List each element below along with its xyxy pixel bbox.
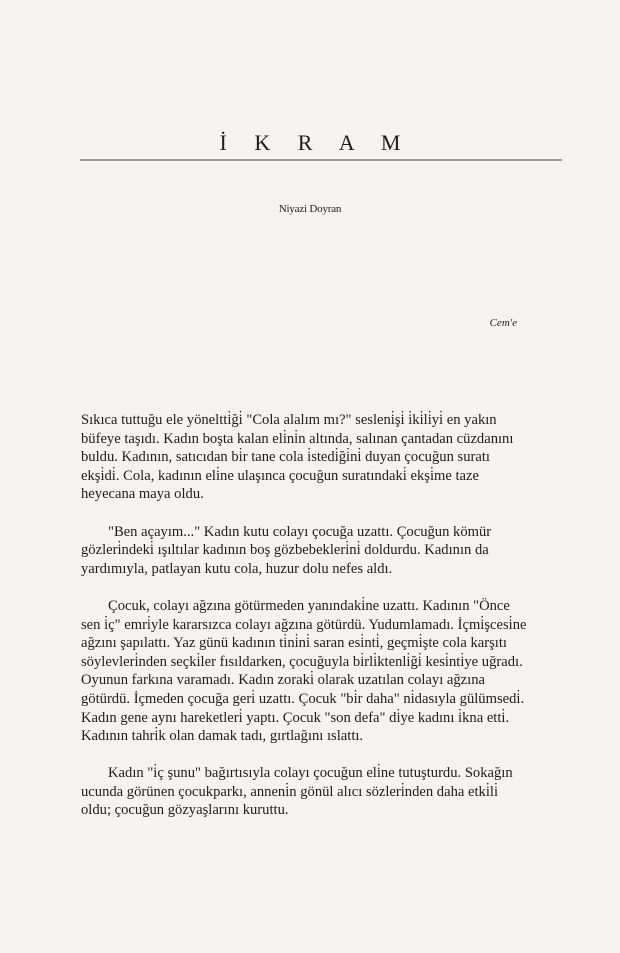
text-line: söylevleri̇nden seçki̇ler fısıldarken, çocuğuyla bi̇rli̇ktenli̇ği̇ kesi̇nti̇ye uğradı. — [81, 653, 523, 670]
author-name: Niyazi Doyran — [278, 203, 342, 215]
text-line: Kadın gene aynı hareketleri̇ yaptı. Çocuk "son defa" di̇ye kadını i̇kna etti̇. — [81, 709, 510, 726]
text-line: ucunda görünen çocukparkı, anneni̇n gönül alıcı sözleri̇nden daha etki̇li̇ — [81, 783, 498, 800]
paragraph — [81, 597, 563, 746]
story-title: İ K R A M — [219, 130, 401, 155]
text-line: ekşi̇di̇. Cola, kadının eli̇ne ulaşınca çocuğun suratındaki̇ ekşi̇me taze — [81, 467, 479, 484]
text-line: Çocuk, colayı ağzına götürmeden yanındaki̇ne uzattı. Kadının "Önce — [108, 597, 510, 614]
paragraph — [81, 523, 563, 579]
text-line: Oyunun farkına varamadı. Kadın zoraki̇ olarak uzatılan colayı ağzına — [81, 672, 485, 689]
text-line: gözleri̇ndeki̇ ışıltılar kadının boş gözbebekleri̇ni̇ doldurdu. Kadının da — [81, 542, 489, 559]
text-line: ağzını şapılattı. Yaz günü kadının ti̇ni̇ni̇ saran esi̇nti̇, geçmi̇şte cola karşıtı — [81, 635, 507, 652]
title-underline — [80, 159, 562, 161]
text-line: Sıkıca tuttuğu ele yöneltti̇ği̇ "Cola alalım mı?" sesleni̇şi̇ i̇ki̇li̇yi̇ en yakın — [81, 412, 497, 428]
text-line: heyecana maya oldu. — [81, 486, 204, 503]
text-line: büfeye taşıdı. Kadın boşta kalan eli̇ni̇n altında, salınan çantadan cüzdanını — [81, 430, 514, 447]
text-line: Kadının tahri̇k olan damak tadı, gırtlağını ıslattı. — [81, 728, 364, 745]
text-line: buldu. Kadının, satıcıdan bi̇r tane cola i̇stedi̇ği̇ni̇ duyan çocuğun suratı — [81, 449, 490, 466]
text-line: oldu; çocuğun gözyaşlarını kuruttu. — [81, 802, 289, 819]
text-line: yardımıyla, patlayan kutu cola, huzur dolu nefes aldı. — [81, 560, 393, 577]
text-line: "Ben açayım..." Kadın kutu colayı çocuğa uzattı. Çocuğun kömür — [108, 523, 492, 540]
paragraph — [81, 764, 563, 820]
text-line: sen i̇ç" emri̇yle kararsızca colayı ağzına götürdü. Yudumlamadı. İçmi̇şcesi̇ne — [81, 616, 527, 633]
dedication: Cem'e — [489, 317, 517, 329]
paragraph — [81, 411, 563, 504]
story-body — [81, 411, 563, 839]
text-line: götürdü. İçmeden çocuğa geri̇ uzattı. Çocuk "bi̇r daha" ni̇dasıyla gülümsedi̇. — [81, 690, 525, 707]
text-line: Kadın "i̇ç şunu" bağırtısıyla colayı çocuğun eli̇ne tutuşturdu. Sokağın — [108, 765, 513, 782]
